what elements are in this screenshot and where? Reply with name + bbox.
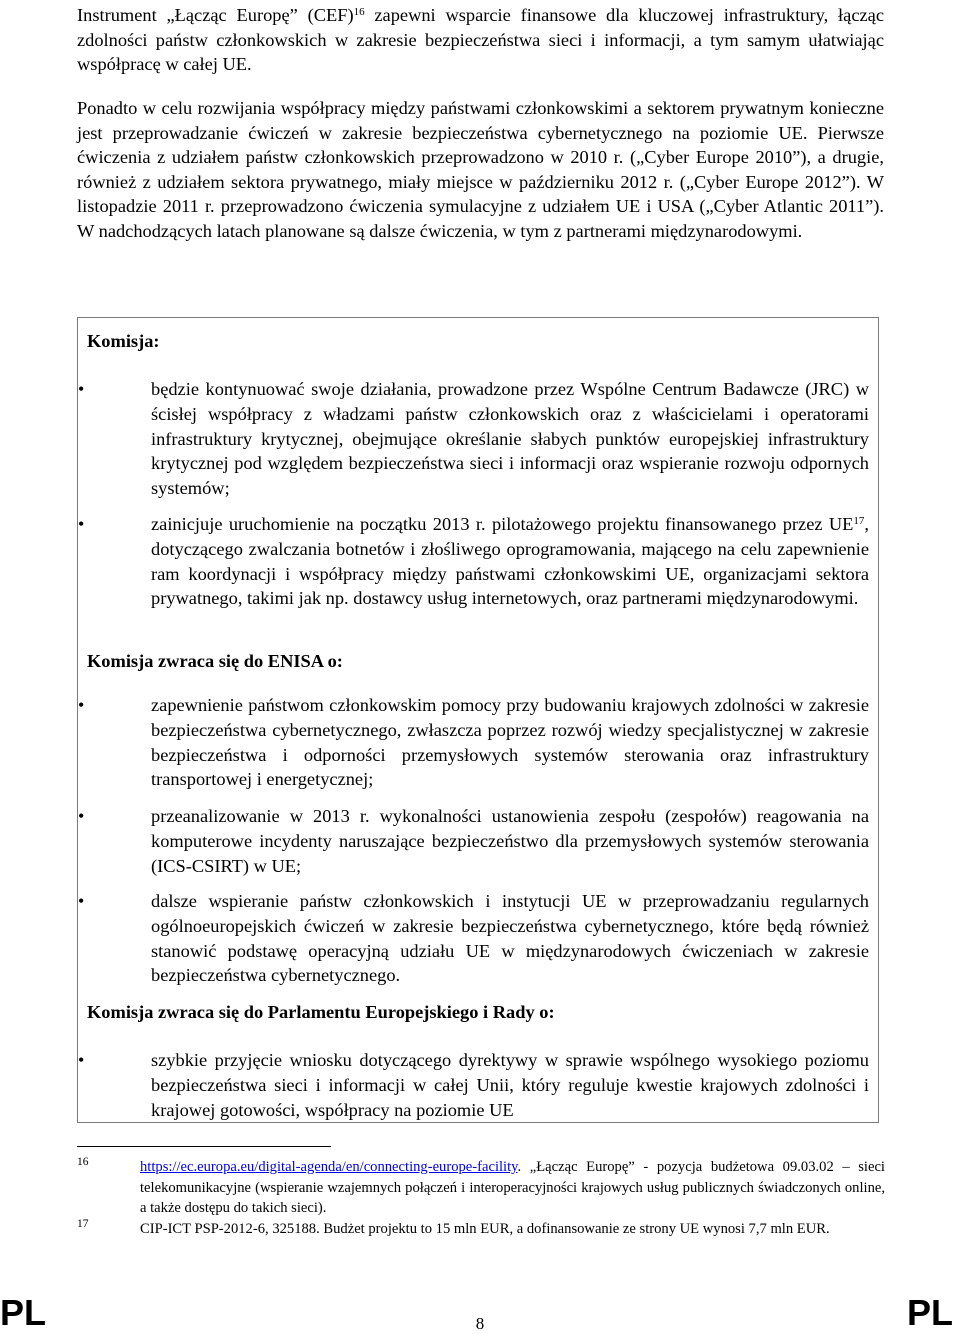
bullet-icon: • xyxy=(78,695,85,715)
list-item-text: przeanalizowanie w 2013 r. wykonalności ustanowienia zespołu (zespołów) reagowania na komputerowe incydenty naruszające bezpieczeństwo dla przemysłowych systemów sterowania (ICS-CSIRT) w UE; xyxy=(151,806,869,876)
footnote-ref-16[interactable]: 16 xyxy=(353,6,365,18)
box-heading-enisa: Komisja zwraca się do ENISA o: xyxy=(87,651,343,671)
list-item-text: szybkie przyjęcie wniosku dotyczącego dyrektywy w sprawie wspólnego wysokiego poziomu bezpieczeństwa sieci i informacji w całej Unii, który reguluje kwestie krajowych zdolności i krajowej gotowości, współpracy na poziomie UE xyxy=(151,1050,869,1120)
footnote-16 xyxy=(140,1157,885,1219)
bullet-icon: • xyxy=(78,1050,85,1070)
footnote-ref-17[interactable]: 17 xyxy=(853,515,865,527)
bullet-icon: • xyxy=(78,379,85,399)
bullet-icon: • xyxy=(78,806,85,826)
list-item-text xyxy=(151,512,869,611)
intro-paragraph-2: Ponadto w celu rozwijania współpracy między państwami członkowskimi a sektorem prywatnym konieczne jest przeprowadzanie ćwiczeń w zakresie bezpieczeństwa cybernetycznego na poziomie UE. Pierwsze ćwiczenia z udziałem państw członkowskich przeprowadzono w 2010 r. („Cyber Europe 2010”), a drugie, również z udziałem sektora prywatnego, miały miejsce w październiku 2012 r. („Cyber Europe 2012”). W listopadzie 2011 r. przeprowadzono ćwiczenia symulacyjne z udziałem UE i USA („Cyber Atlantic 2011”). W nadchodzących latach planowane są dalsze ćwiczenia, w tym z partnerami międzynarodowymi. xyxy=(77,98,884,241)
page-number: 8 xyxy=(475,1314,485,1333)
list-item-text: dalsze wspieranie państw członkowskich i instytucji UE w przeprowadzaniu regularnych ogólnoeuropejskich ćwiczeń w zakresie bezpieczeństwa cybernetycznego, które będą również stanowić podstawę operacyjną udziału UE w międzynarodowych ćwiczeniach w zakresie bezpieczeństwa cybernetycznego. xyxy=(151,891,869,986)
action-box xyxy=(77,317,879,1123)
intro-text-cont: zapewni wsparcie finansowe dla kluczowej infrastruktury, łącząc zdolności państw członkowskich w zakresie bezpieczeństwa sieci i informacji, a tym samym ułatwiając współpracę w całej UE. xyxy=(77,5,884,75)
footnote-17: CIP-ICT PSP-2012-6, 325188. Budżet projektu to 15 mln EUR, a dofinansowanie ze strony UE wynosi 7,7 mln EUR. xyxy=(140,1221,830,1237)
box-heading-commission: Komisja: xyxy=(87,331,160,351)
bullet-icon: • xyxy=(78,891,85,911)
list-item-text-part: zainicjuje uruchomienie na początku 2013 r. pilotażowego projektu finansowanego przez UE xyxy=(151,514,854,534)
list-item-text-part: , dotyczącego zwalczania botnetów i złośliwego oprogramowania, mającego na celu zapewnienie ram koordynacji i współpracy między państwami członkowskimi UE, organizacjami sektora prywatnego, takimi jak np. dostawcy usług internetowych, oraz partnerami międzynarodowymi. xyxy=(151,514,869,609)
language-code-right: PL xyxy=(907,1292,954,1333)
intro-paragraph-1 xyxy=(77,3,884,77)
language-code-left: PL xyxy=(0,1292,47,1333)
list-item-text: zapewnienie państwom członkowskim pomocy przy budowaniu krajowych zdolności w zakresie bezpieczeństwa cybernetycznego, zwłaszcza poprzez rozwój wiedzy specjalistycznej w zakresie bezpieczeństwa i odporności przemysłowych systemów sterowania oraz infrastruktury transportowej i energetycznej; xyxy=(151,695,869,790)
footnote-number-16: 16 xyxy=(77,1156,89,1168)
list-item-text: będzie kontynuować swoje działania, prowadzone przez Wspólne Centrum Badawcze (JRC) w ścisłej współpracy z władzami państw członkowskich oraz z właścicielami i operatorami infrastruktury krytycznej, obejmujące określanie słabych punktów europejskiej infrastruktury krytycznej pod względem bezpieczeństwa sieci i informacji oraz wspieranie rozwoju odpornych systemów; xyxy=(151,379,869,499)
footnote-link[interactable]: https://ec.europa.eu/digital-agenda/en/connecting-europe-facility xyxy=(140,1159,518,1175)
footnote-16-text: . „Łącząc Europę” - pozycja budżetowa 09.03.02 – sieci telekomunikacyjne (wspieranie wzajemnych połączeń i interoperacyjności krajowych usług publicznych świadczonych online, a także dostępu do takich sieci). xyxy=(140,1159,885,1217)
intro-text: Instrument „Łącząc Europę” (CEF) xyxy=(77,5,354,25)
footnote-number-17: 17 xyxy=(77,1218,89,1230)
box-heading-parliament: Komisja zwraca się do Parlamentu Europejskiego i Rady o: xyxy=(87,1002,555,1022)
footnote-separator xyxy=(77,1146,331,1147)
bullet-icon: • xyxy=(78,514,85,534)
